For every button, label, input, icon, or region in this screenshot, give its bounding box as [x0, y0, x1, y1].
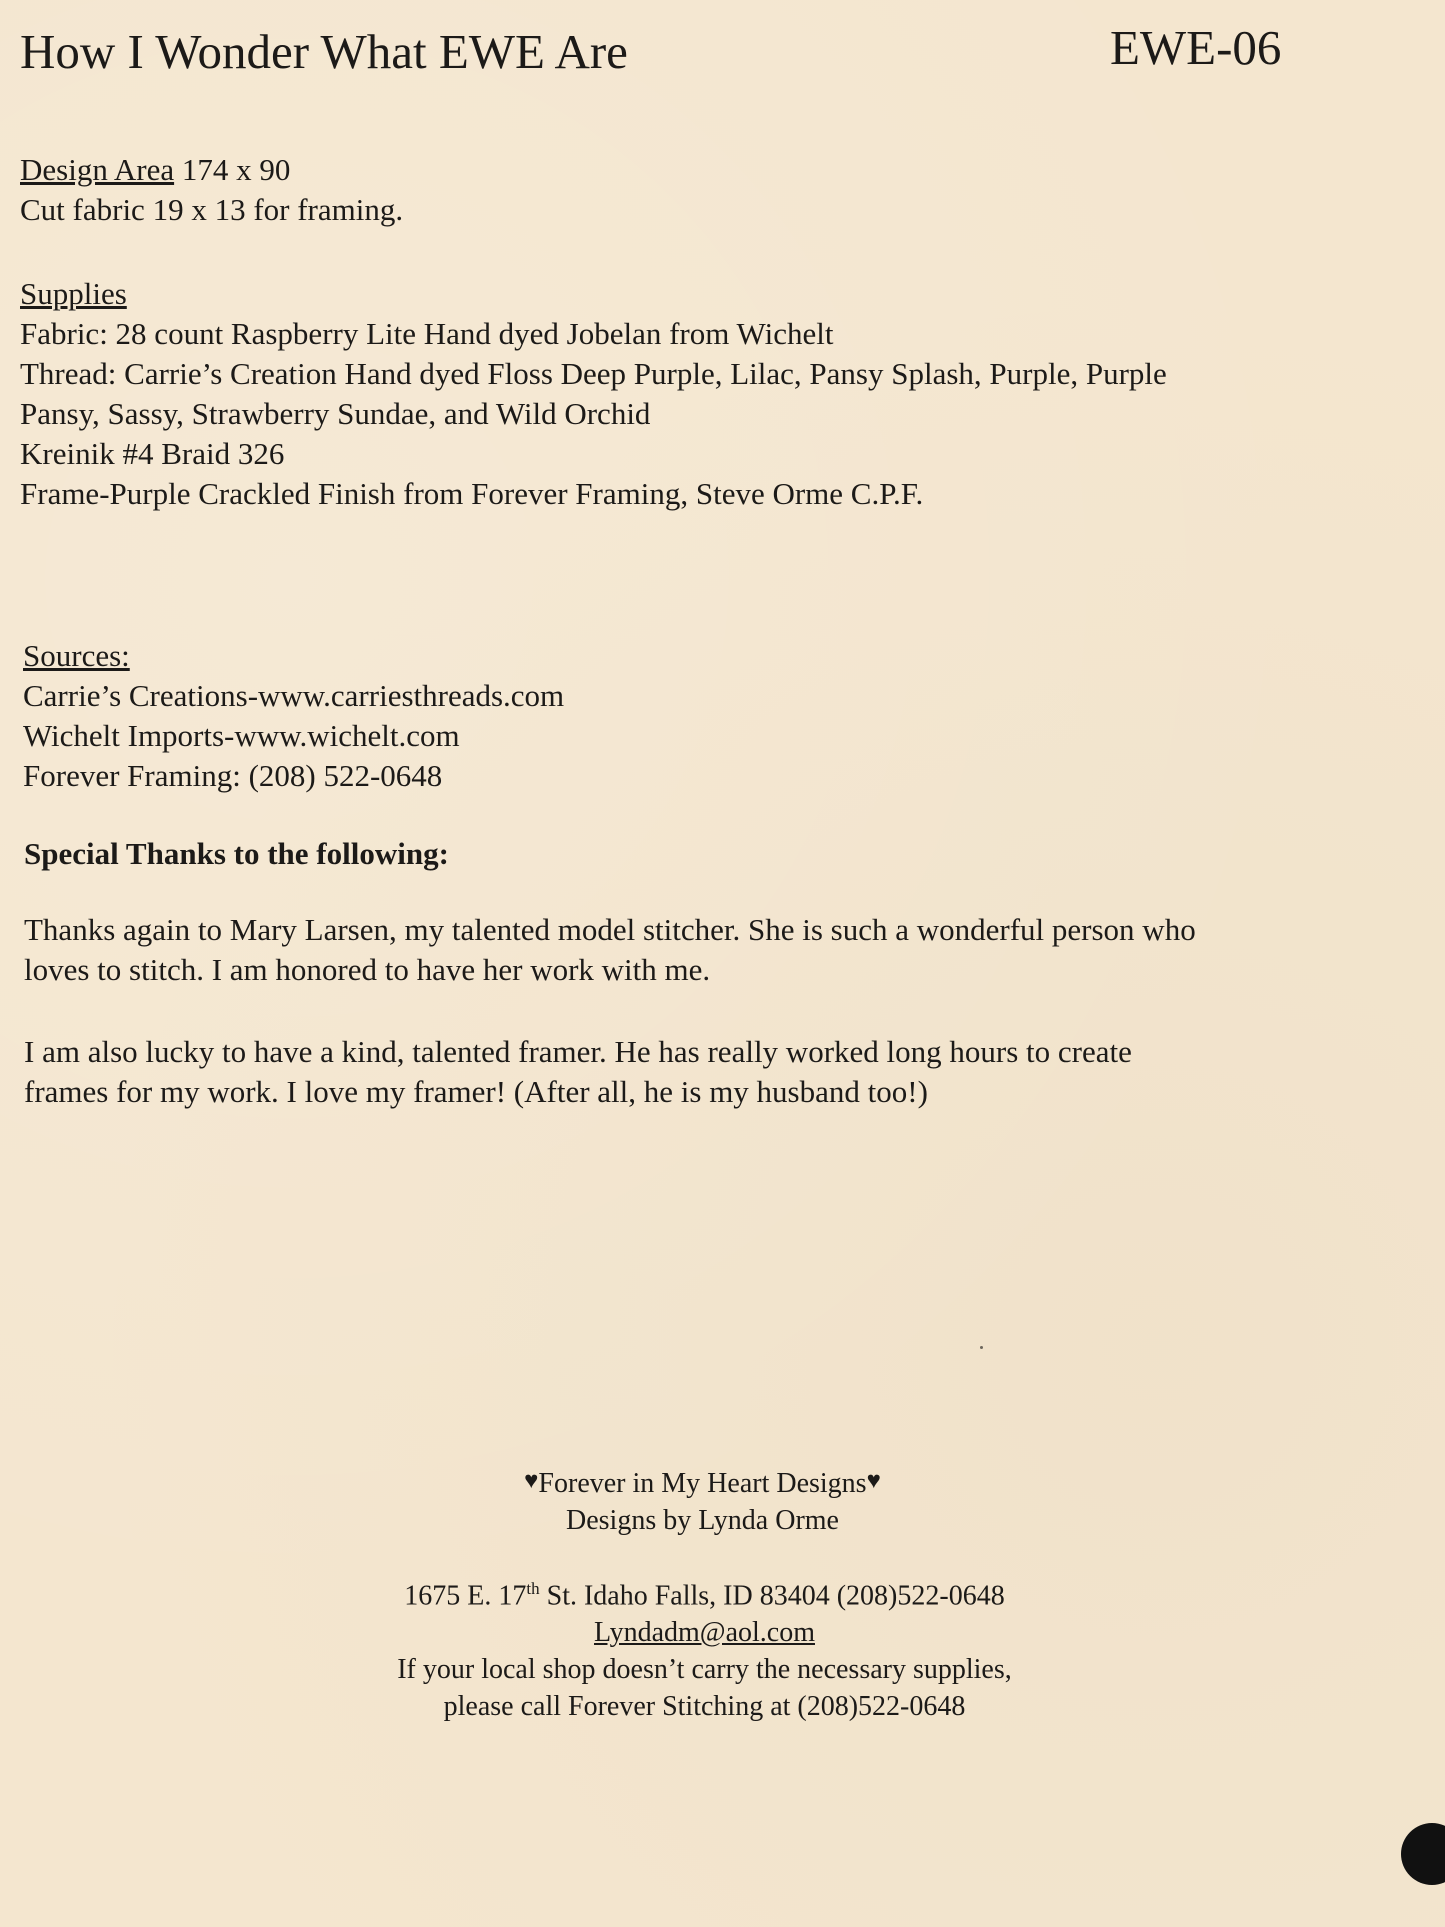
supplies-line: Fabric: 28 count Raspberry Lite Hand dyed Jobelan from Wichelt	[20, 316, 834, 351]
supplies-line: Kreinik #4 Braid 326	[20, 436, 285, 471]
special-thanks-heading: Special Thanks to the following:	[24, 836, 449, 871]
supplies-line: Frame-Purple Crackled Finish from Forever Framing, Steve Orme C.P.F.	[20, 476, 924, 511]
paragraph-line: frames for my work. I love my framer! (After all, he is my husband too!)	[24, 1074, 928, 1109]
address-city: St. Idaho Falls, ID 83404 (208)522-0648	[539, 1580, 1005, 1612]
brand-name: Forever in My Heart Designs	[538, 1468, 867, 1499]
footer-brand-block	[0, 1463, 1425, 1539]
supplies-heading: Supplies	[20, 276, 127, 311]
brand-line	[0, 1463, 1425, 1502]
email-line	[0, 1614, 1427, 1651]
thanks-paragraph-framer	[24, 1032, 1132, 1112]
supplies-section	[20, 274, 1167, 514]
paragraph-line: I am also lucky to have a kind, talented framer. He has really worked long hours to create	[24, 1034, 1132, 1069]
source-line: Carrie’s Creations-www.carriesthreads.com	[23, 678, 565, 713]
address-street: 1675 E. 17	[404, 1580, 527, 1612]
cut-fabric-line: Cut fabric 19 x 13 for framing.	[20, 192, 404, 227]
sources-heading: Sources:	[23, 638, 130, 673]
source-line: Forever Framing: (208) 522-0648	[23, 758, 443, 793]
page-title: How I Wonder What EWE Are	[20, 24, 628, 79]
supplies-note-line: If your local shop doesn’t carry the necessary supplies,	[397, 1654, 1012, 1686]
thanks-paragraph-stitcher	[24, 910, 1196, 990]
heart-icon: ♥	[524, 1468, 539, 1494]
supplies-line: Thread: Carrie’s Creation Hand dyed Floss Deep Purple, Lilac, Pansy Splash, Purple, Purple	[20, 356, 1167, 391]
design-area-section	[20, 150, 403, 230]
supplies-note-line: please call Forever Stitching at (208)522-0648	[443, 1691, 966, 1723]
design-area-label: Design Area	[20, 152, 175, 187]
footer-contact-block	[0, 1570, 1427, 1725]
address-ordinal: th	[526, 1579, 540, 1598]
paper-speck	[980, 1346, 983, 1349]
sources-section	[23, 636, 564, 796]
heart-icon: ♥	[866, 1468, 881, 1494]
design-area-line	[20, 150, 403, 190]
pattern-code: EWE-06	[1110, 20, 1282, 75]
source-line: Wichelt Imports-www.wichelt.com	[23, 718, 460, 753]
hole-punch-mark	[1401, 1823, 1445, 1885]
paragraph-line: loves to stitch. I am honored to have her work with me.	[24, 952, 711, 987]
paragraph-line: Thanks again to Mary Larsen, my talented model stitcher. She is such a wonderful person who	[24, 912, 1196, 947]
designer-line: Designs by Lynda Orme	[566, 1505, 839, 1536]
supplies-line: Pansy, Sassy, Strawberry Sundae, and Wild Orchid	[20, 396, 651, 431]
address-line	[0, 1570, 1427, 1614]
design-area-size: 174 x 90	[174, 152, 291, 187]
email-link[interactable]: Lyndadm@aol.com	[594, 1617, 815, 1649]
